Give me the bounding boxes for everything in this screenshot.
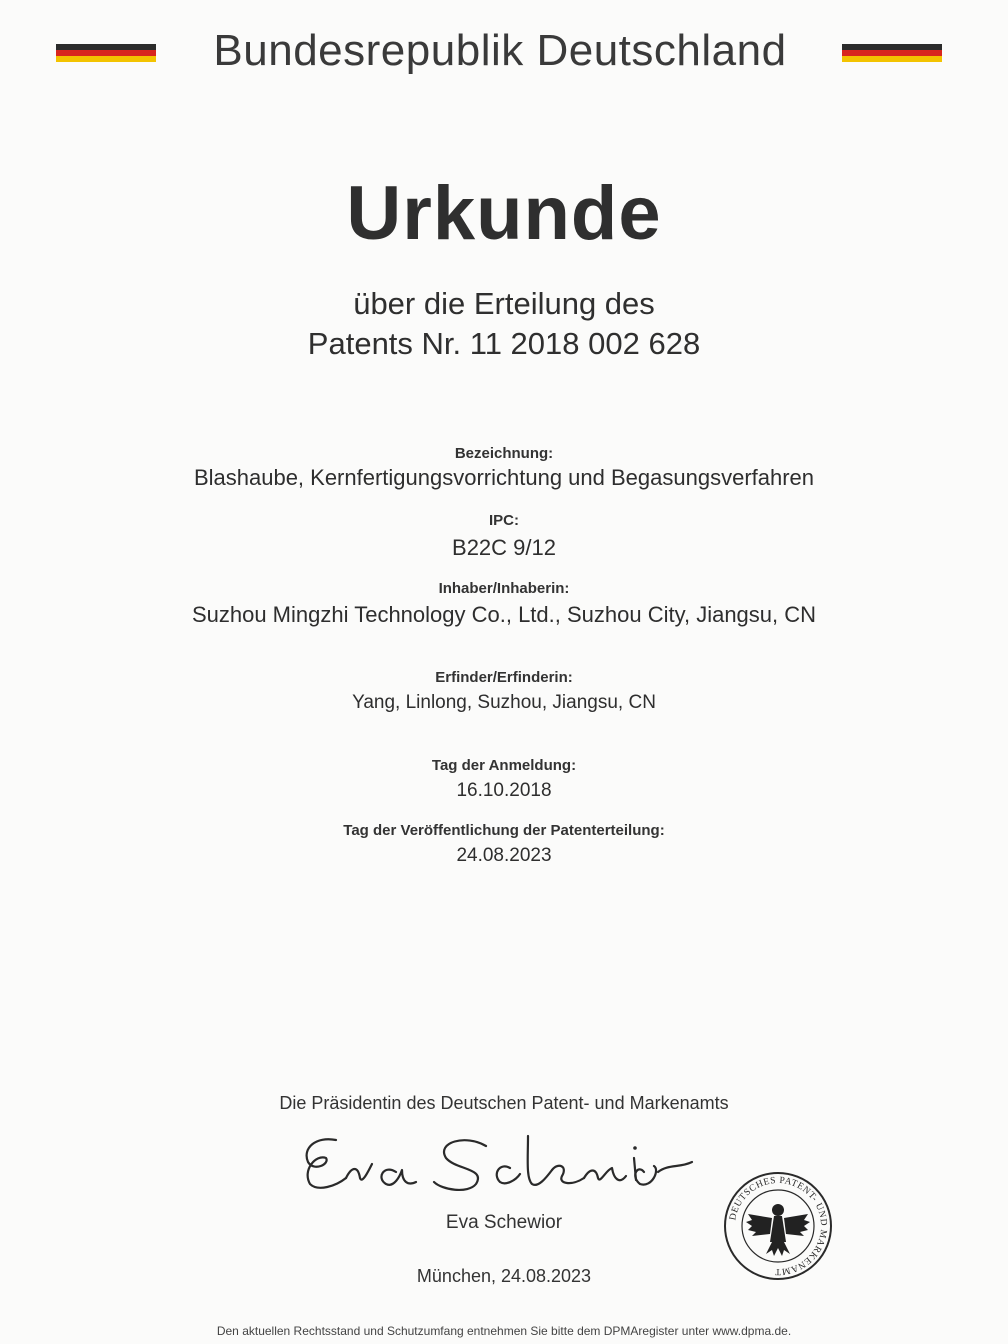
ipc-value: B22C 9/12 (452, 535, 556, 560)
holder-value: Suzhou Mingzhi Technology Co., Ltd., Suzhou City, Jiangsu, CN (191, 602, 817, 627)
seal-text: DEUTSCHES PATENT- UND MARKENAMT (728, 1175, 829, 1277)
publication-date-value: 24.08.2023 (456, 845, 552, 866)
patent-number: Patents Nr. 11 2018 002 628 (307, 326, 701, 361)
inventor-label: Erfinder/Erfinderin: (435, 669, 573, 686)
certificate-header (0, 22, 1008, 82)
footer-note: Den aktuellen Rechtsstand und Schutzumfang entnehmen Sie bitte dem DPMAregister unter www.dpma.de. (216, 1324, 792, 1338)
ipc-label: IPC: (489, 512, 519, 529)
publication-date-label: Tag der Veröffentlichung der Patenterteilung: (343, 822, 665, 839)
designation-label: Bezeichnung: (454, 445, 554, 462)
filing-date-label: Tag der Anmeldung: (431, 757, 577, 774)
dpma-seal-icon (722, 1170, 834, 1282)
holder-label: Inhaber/Inhaberin: (438, 580, 570, 597)
handwritten-signature (296, 1128, 696, 1198)
place-and-date: München, 24.08.2023 (416, 1266, 592, 1286)
authority-title: Die Präsidentin des Deutschen Patent- und Markenamts (279, 1093, 729, 1113)
german-flag-icon-right (842, 44, 942, 62)
filing-date-value: 16.10.2018 (456, 780, 552, 801)
country-name: Bundesrepublik Deutschland (213, 26, 787, 75)
inventor-value: Yang, Linlong, Suzhou, Jiangsu, CN (352, 692, 656, 713)
document-title: Urkunde (346, 171, 662, 256)
german-flag-icon-left (56, 44, 156, 62)
designation-value: Blashaube, Kernfertigungsvorrichtung und Begasungsverfahren (193, 465, 815, 490)
subtitle-line-1: über die Erteilung des (353, 286, 655, 321)
signer-name: Eva Schewior (445, 1212, 563, 1233)
